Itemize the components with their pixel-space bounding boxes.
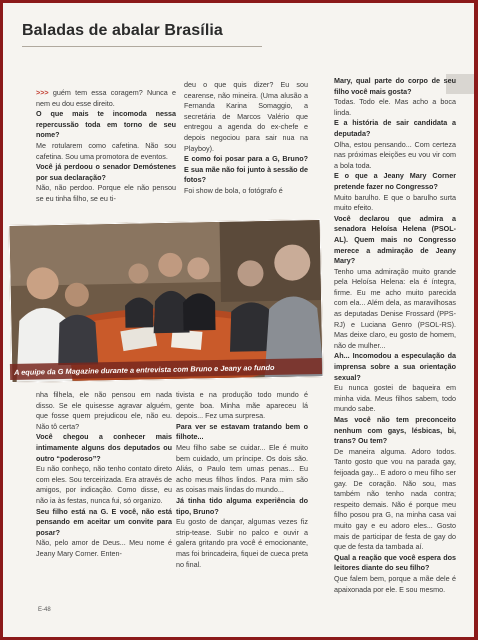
interview-answer <box>36 390 172 432</box>
continuation-arrows: >>> <box>36 88 49 97</box>
interview-question <box>334 118 456 139</box>
interview-question <box>334 553 456 574</box>
paragraph-text: Olha, estou pensando... Com certeza nas próximas eleições eu vou vir com a bola toda. <box>334 139 456 170</box>
paragraph-text: Que falem bem, porque a mãe dele é apaixonada por ele. E sou mesmo. <box>334 573 456 594</box>
column-1-top <box>36 88 176 205</box>
column-3 <box>334 76 456 595</box>
interview-answer <box>36 88 176 109</box>
interview-answer <box>36 538 172 559</box>
paragraph-text: De maneira alguma. Adoro todos. Tanto gosto que vou na parada gay, feijoada gay... E adoro o meu filho ser gay. De coração. Não sou, mas também não tenho nada contra; respeito demais. Não é porque meu filho posou pra G, na minha casa vai muito gay e eu adoro eles... Gosto mais de participar de festa de gay do que de festa da tambada aí. <box>334 446 456 552</box>
paragraph-text: Eu não conheço, não tenho contato direto com eles. Sou terceirizada. Era através de amigos, por indicação. Como disse, eu não ia às festas, nunca fui, só organizo. <box>36 464 172 505</box>
paragraph-text: Você já perdoou o senador Demóstenes por sua declaração? <box>36 162 176 182</box>
paragraph-text: Mary, qual parte do corpo de seu filho você mais gosta? <box>334 76 456 96</box>
interview-question <box>334 171 456 192</box>
paragraph-text: Você chegou a conhecer mais intimamente alguns dos deputados ou outro “poderoso”? <box>36 432 172 463</box>
paragraph-text: E o que a Jeany Mary Corner pretende fazer no Congresso? <box>334 171 456 191</box>
paragraph-text: tivista e na produção todo mundo é gente boa. Minha mãe apareceu lá depois... Fez uma surpresa. <box>176 390 308 421</box>
paragraph-text: O que mais te incomoda nessa repercussão toda em torno de seu nome? <box>36 109 176 140</box>
interview-question <box>334 76 456 97</box>
paragraph-text: Não, não perdoo. Porque ele não pensou se eu tinha filho, se eu ti- <box>36 183 176 203</box>
paragraph-text: E a história de sair candidata a deputada? <box>334 118 456 138</box>
interview-answer <box>334 193 456 214</box>
interview-question <box>176 496 308 517</box>
paragraph-text: Eu nunca gostei de baqueira em minha vida. Meus filhos sabem, todo mundo sabe. <box>334 383 456 414</box>
paragraph-text: nha filhela, ele não pensou em nada disso. Se ele quisesse agravar alguém, que fosse quem prejudicou ele, não eu. Não tô certa? <box>36 390 172 431</box>
paragraph-text: Mas você não tem preconceito nenhum com gays, lésbicas, bi, trans? Ou tem? <box>334 415 456 446</box>
paragraph-text: Muito barulho. E que o barulho surta muito efeito. <box>334 192 456 213</box>
interview-answer <box>334 97 456 118</box>
interview-answer <box>36 141 176 162</box>
interview-answer <box>176 517 308 570</box>
interview-answer <box>184 80 308 154</box>
interview-question <box>36 432 172 464</box>
interview-answer <box>334 140 456 172</box>
paragraph-text: Você declarou que admira a senadora Heloísa Helena (PSOL-AL). Quem mais no Congresso merece a admiração de Jeany Mary? <box>334 213 456 266</box>
paragraph-text: Todas. Todo ele. Mas acho a boca linda. <box>334 97 456 117</box>
title-rule <box>22 46 262 47</box>
interview-answer <box>184 186 308 197</box>
paragraph-text: Eu gosto de dançar, algumas vezes fiz strip-tease. Subir no palco e ouvir a galera gritando pra você é emocionante, mas foi brincadeira, fiquei de cueca preta no final. <box>176 517 308 569</box>
paragraph-text: Me rotularem como cafetina. Não sou cafetina. Sou uma promotora de eventos. <box>36 140 176 161</box>
page-title: Baladas de abalar Brasília <box>22 22 223 39</box>
interview-answer <box>334 574 456 595</box>
photo-caption: A equipe da G Magazine durante a entrevista com Bruno e Jeany ao fundo <box>10 358 322 380</box>
column-1-bottom <box>36 390 172 560</box>
interview-question <box>36 507 172 539</box>
paragraph-text: Qual a reação que você espera dos leitores diante do seu filho? <box>334 552 456 573</box>
interview-answer <box>176 443 308 496</box>
paragraph-text: Seu filho está na G. E você, não está pensando em aceitar um convite para posar? <box>36 506 172 537</box>
paragraph-text: Já tinha tido alguma experiência do tipo, Bruno? <box>176 495 308 516</box>
interview-answer <box>334 383 456 415</box>
interview-question <box>334 214 456 267</box>
interview-question <box>36 162 176 183</box>
paragraph-text: Ah... Incomodou a especulação da imprensa sobre a sua orientação sexual? <box>334 351 456 382</box>
interview-question <box>176 422 308 443</box>
paragraph-text: Foi show de bola, o fotógrafo é <box>184 185 283 195</box>
interview-question <box>184 154 308 186</box>
interview-answer <box>334 267 456 352</box>
paragraph-text: Para ver se estavam tratando bem o filhote... <box>176 421 308 442</box>
paragraph-text: Tenho uma admiração muito grande pela Heloísa Helena: ela é íntegra, firme. Eu me acho muito parecida com ela... Além dela, as maravilhosas as deputadas Denise Frossard (PPS-RJ) e Luciana Genro (PSOL-RS). Mas deixe claro, eu gosto de homem, não de mulher... <box>334 266 456 350</box>
page-folio: E-48 <box>38 607 51 613</box>
paragraph-text: E como foi posar para a G, Bruno? E sua mãe não foi junto à sessão de fotos? <box>184 154 308 185</box>
interview-answer <box>36 183 176 204</box>
interview-question <box>334 415 456 447</box>
interview-question <box>36 109 176 141</box>
paragraph-text: guém tem essa coragem? Nunca e nem eu dou esse direito. <box>36 88 176 108</box>
interview-answer <box>334 447 456 553</box>
interview-answer <box>176 390 308 422</box>
paragraph-text: Não, pelo amor de Deus... Meu nome é Jeany Mary Corner. Enten- <box>36 538 172 558</box>
interview-answer <box>36 464 172 506</box>
paragraph-text: deu o que quis dizer? Eu sou cearense, não mineira. (Uma alusão a Fernanda Karina Somaggio, a secretária de Marcos Valério que entregou a agenda do ex-chefe e depois negociou para sair nua na Playboy). <box>184 80 308 153</box>
column-2-top <box>184 80 308 197</box>
interview-question <box>334 351 456 383</box>
column-2-bottom <box>176 390 308 570</box>
paragraph-text: Meu filho sabe se cuidar... Ele é muito bem cuidado, um príncipe. Os dois são. Aliás, o Paulo tem umas penas... Eu acho meus filhos lindos. Para mim são as coisas mais lindas do mundo... <box>176 442 308 495</box>
